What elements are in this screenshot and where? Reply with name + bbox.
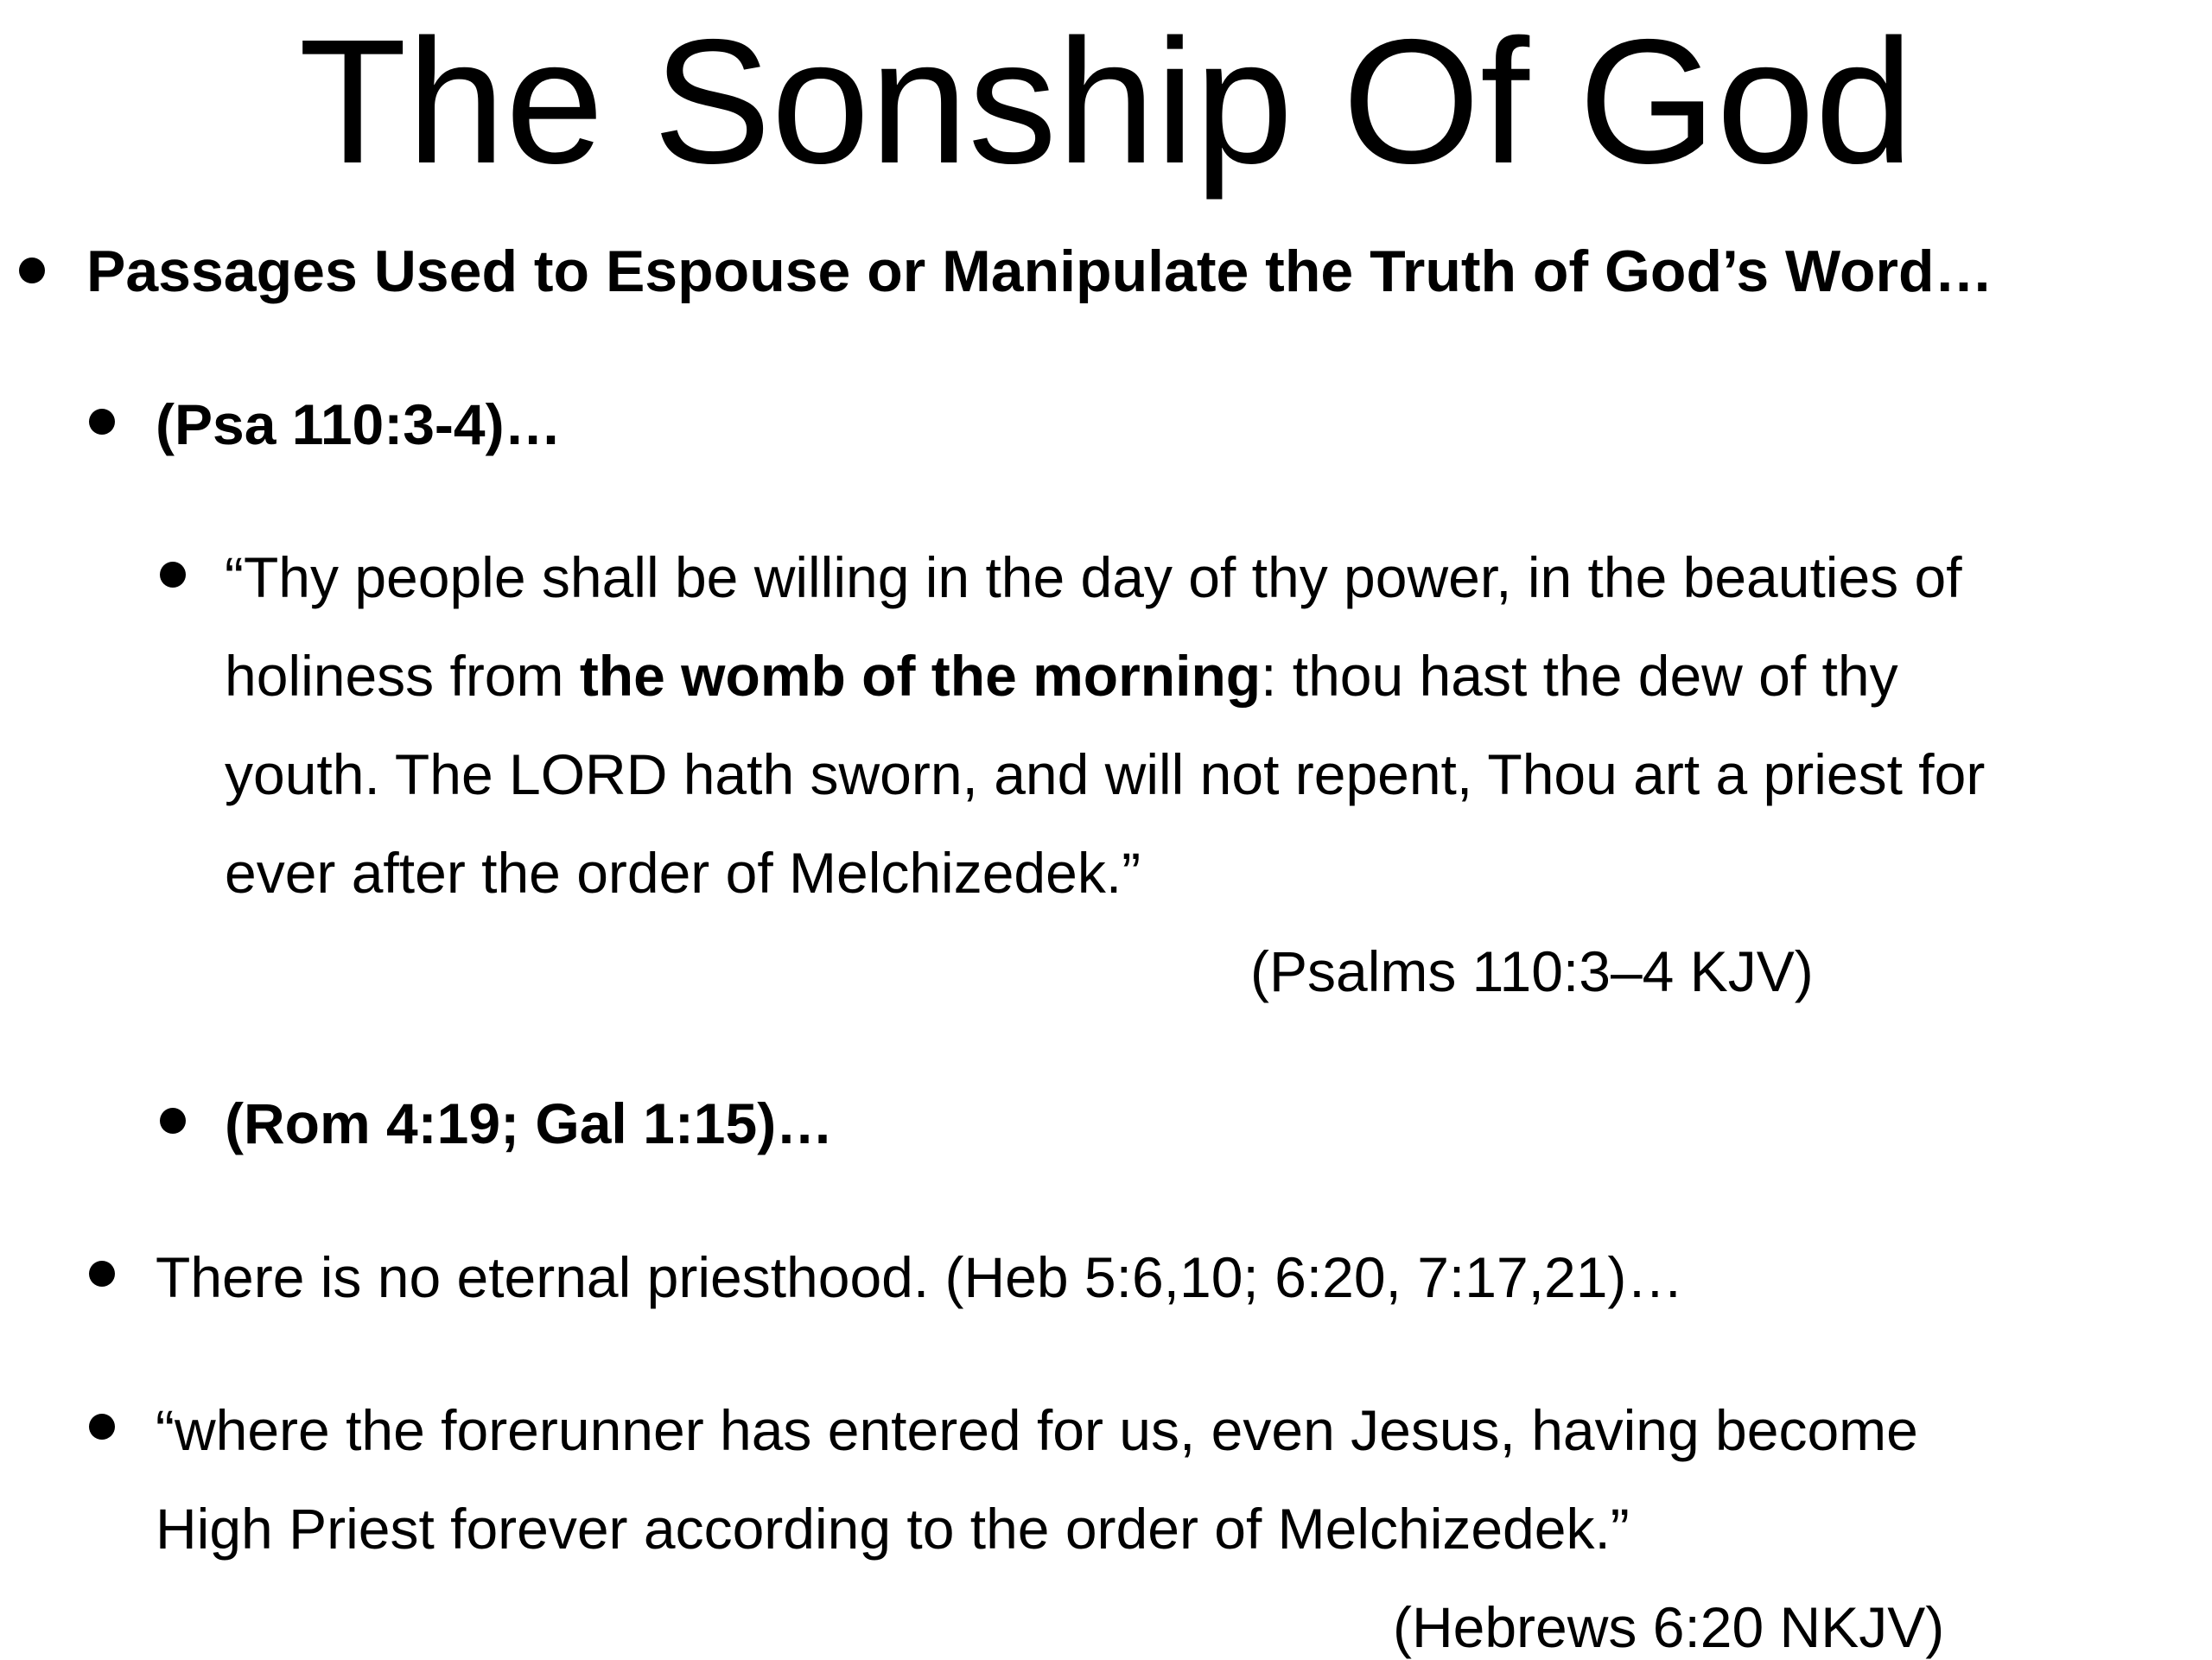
bullet-icon: [160, 1108, 186, 1134]
psalm-quote-line-4: ever after the order of Melchizedek.”: [225, 841, 1141, 905]
hebrews-citation: (Hebrews 6:20 NKJV): [1393, 1595, 1945, 1659]
priesthood-point: There is no eternal priesthood. (Heb 5:6,10; 6:20, 7:17,21)…: [156, 1245, 1684, 1309]
slide-title: The Sonship Of God: [298, 3, 1914, 200]
psalm-quote-line-2-post: : thou hast the dew of thy: [1261, 644, 1898, 708]
emphasis-womb-of-morning: the womb of the morning: [579, 644, 1262, 708]
bullet-icon: [89, 1414, 115, 1440]
psalm-quote-line-2-pre: holiness from: [225, 644, 580, 708]
hebrews-quote-line-2: High Priest forever according to the order of Melchizedek.”: [156, 1497, 1630, 1561]
psalm-quote-line-1: “Thy people shall be willing in the day of thy power, in the beauties of: [225, 545, 1962, 609]
rom-gal-reference-heading: (Rom 4:19; Gal 1:15)…: [225, 1091, 834, 1155]
bullet-icon: [89, 409, 115, 435]
hebrews-quote-line-1: “where the forerunner has entered for us, even Jesus, having become: [156, 1398, 1918, 1462]
psalm-quote-line-2: [225, 643, 1898, 709]
psalm-quote-line-3: youth. The LORD hath sworn, and will not repent, Thou art a priest for: [225, 742, 1986, 806]
psalm-citation: (Psalms 110:3–4 KJV): [1250, 939, 1814, 1003]
bullet-icon: [160, 562, 186, 588]
psalm-reference-heading: (Psa 110:3-4)…: [156, 392, 562, 456]
main-heading: Passages Used to Espouse or Manipulate the Truth of God’s Word…: [86, 239, 1993, 304]
bullet-icon: [19, 258, 45, 283]
bullet-icon: [89, 1261, 115, 1287]
